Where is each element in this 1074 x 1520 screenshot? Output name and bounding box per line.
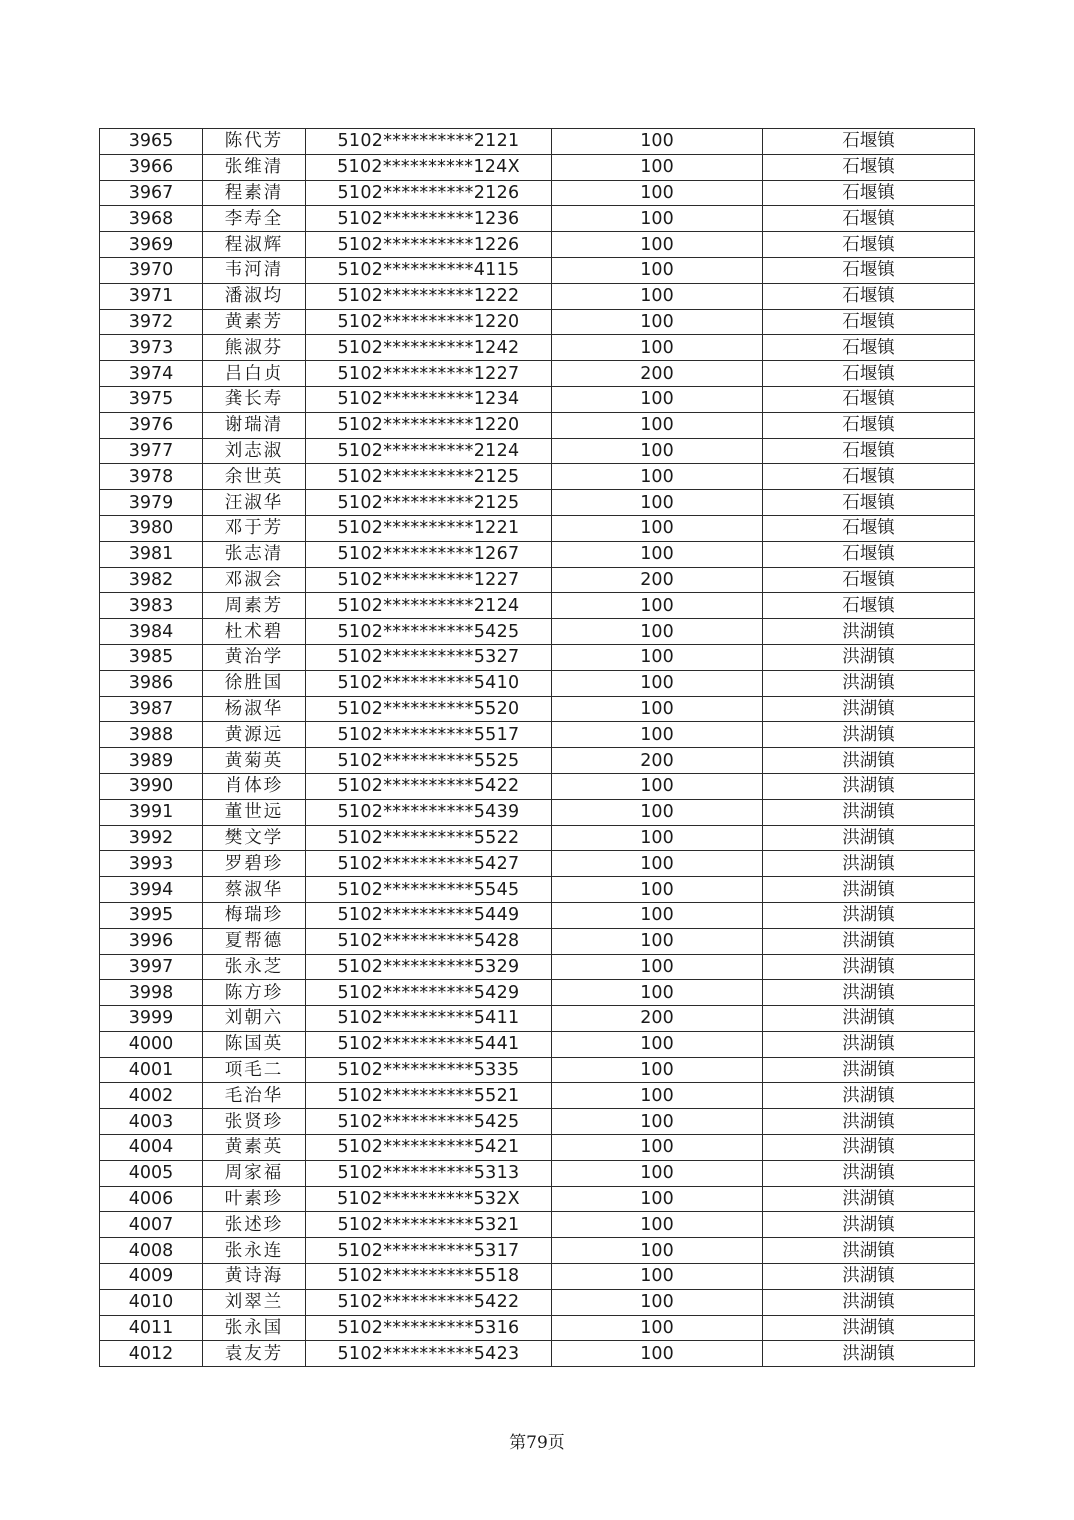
id-number-cell: 5102**********5327: [306, 644, 552, 670]
table-row: [100, 180, 975, 206]
serial-cell: 3996: [100, 928, 203, 954]
serial-cell: 3992: [100, 825, 203, 851]
amount-cell: 100: [552, 670, 763, 696]
serial-cell: 4000: [100, 1031, 203, 1057]
serial-cell: 3980: [100, 515, 203, 541]
amount-cell: 100: [552, 851, 763, 877]
town-cell: 洪湖镇: [763, 1083, 975, 1109]
id-number-cell: 5102**********5428: [306, 928, 552, 954]
table-row: [100, 1212, 975, 1238]
amount-cell: 100: [552, 541, 763, 567]
amount-cell: 100: [552, 722, 763, 748]
name-cell: 黄源远: [203, 722, 306, 748]
serial-cell: 3998: [100, 980, 203, 1006]
serial-cell: 3991: [100, 799, 203, 825]
table-row: [100, 799, 975, 825]
name-cell: 吕白贞: [203, 361, 306, 387]
name-cell: 邓淑会: [203, 567, 306, 593]
town-cell: 洪湖镇: [763, 1057, 975, 1083]
name-cell: 叶素珍: [203, 1186, 306, 1212]
serial-cell: 3968: [100, 206, 203, 232]
id-number-cell: 5102**********5425: [306, 619, 552, 645]
table-row: [100, 1315, 975, 1341]
amount-cell: 100: [552, 980, 763, 1006]
town-cell: 洪湖镇: [763, 1238, 975, 1264]
name-cell: 陈国英: [203, 1031, 306, 1057]
amount-cell: 100: [552, 515, 763, 541]
amount-cell: 100: [552, 619, 763, 645]
town-cell: 洪湖镇: [763, 928, 975, 954]
name-cell: 刘翠兰: [203, 1289, 306, 1315]
id-number-cell: 5102**********5316: [306, 1315, 552, 1341]
id-number-cell: 5102**********2124: [306, 438, 552, 464]
serial-cell: 3989: [100, 748, 203, 774]
id-number-cell: 5102**********5422: [306, 773, 552, 799]
serial-cell: 3983: [100, 593, 203, 619]
id-number-cell: 5102**********5423: [306, 1341, 552, 1367]
town-cell: 洪湖镇: [763, 1341, 975, 1367]
serial-cell: 3976: [100, 412, 203, 438]
amount-cell: 100: [552, 593, 763, 619]
table-row: [100, 1006, 975, 1032]
amount-cell: 100: [552, 773, 763, 799]
table-row: [100, 593, 975, 619]
town-cell: 石堰镇: [763, 464, 975, 490]
name-cell: 樊文学: [203, 825, 306, 851]
table-row: [100, 877, 975, 903]
serial-cell: 4010: [100, 1289, 203, 1315]
serial-cell: 3986: [100, 670, 203, 696]
id-number-cell: 5102**********5449: [306, 902, 552, 928]
table-row: [100, 1238, 975, 1264]
amount-cell: 100: [552, 928, 763, 954]
serial-cell: 3967: [100, 180, 203, 206]
name-cell: 张述珍: [203, 1212, 306, 1238]
serial-cell: 4008: [100, 1238, 203, 1264]
serial-cell: 3984: [100, 619, 203, 645]
id-number-cell: 5102**********1222: [306, 283, 552, 309]
name-cell: 黄素芳: [203, 309, 306, 335]
town-cell: 洪湖镇: [763, 902, 975, 928]
town-cell: 石堰镇: [763, 541, 975, 567]
town-cell: 洪湖镇: [763, 696, 975, 722]
name-cell: 陈方珍: [203, 980, 306, 1006]
id-number-cell: 5102**********2125: [306, 490, 552, 516]
town-cell: 洪湖镇: [763, 1315, 975, 1341]
name-cell: 杜术碧: [203, 619, 306, 645]
table-row: [100, 1109, 975, 1135]
town-cell: 石堰镇: [763, 438, 975, 464]
serial-cell: 3997: [100, 954, 203, 980]
roster-body: [100, 129, 975, 1367]
amount-cell: 100: [552, 464, 763, 490]
town-cell: 石堰镇: [763, 567, 975, 593]
serial-cell: 4011: [100, 1315, 203, 1341]
town-cell: 石堰镇: [763, 309, 975, 335]
id-number-cell: 5102**********1226: [306, 232, 552, 258]
amount-cell: 100: [552, 1031, 763, 1057]
id-number-cell: 5102**********5421: [306, 1135, 552, 1161]
name-cell: 毛治华: [203, 1083, 306, 1109]
id-number-cell: 5102**********5427: [306, 851, 552, 877]
serial-cell: 3988: [100, 722, 203, 748]
table-row: [100, 283, 975, 309]
name-cell: 谢瑞清: [203, 412, 306, 438]
table-row: [100, 902, 975, 928]
id-number-cell: 5102**********5411: [306, 1006, 552, 1032]
table-row: [100, 515, 975, 541]
table-row: [100, 257, 975, 283]
id-number-cell: 5102**********5321: [306, 1212, 552, 1238]
id-number-cell: 5102**********5521: [306, 1083, 552, 1109]
serial-cell: 4007: [100, 1212, 203, 1238]
town-cell: 洪湖镇: [763, 1006, 975, 1032]
name-cell: 龚长寿: [203, 386, 306, 412]
table-row: [100, 361, 975, 387]
amount-cell: 100: [552, 206, 763, 232]
name-cell: 程素清: [203, 180, 306, 206]
name-cell: 潘淑均: [203, 283, 306, 309]
name-cell: 梅瑞珍: [203, 902, 306, 928]
name-cell: 黄治学: [203, 644, 306, 670]
amount-cell: 100: [552, 1160, 763, 1186]
amount-cell: 100: [552, 232, 763, 258]
town-cell: 石堰镇: [763, 412, 975, 438]
serial-cell: 4006: [100, 1186, 203, 1212]
town-cell: 石堰镇: [763, 257, 975, 283]
serial-cell: 4005: [100, 1160, 203, 1186]
table-row: [100, 206, 975, 232]
table-row: [100, 928, 975, 954]
town-cell: 洪湖镇: [763, 1031, 975, 1057]
amount-cell: 100: [552, 335, 763, 361]
amount-cell: 100: [552, 1238, 763, 1264]
id-number-cell: 5102**********532X: [306, 1186, 552, 1212]
town-cell: 石堰镇: [763, 361, 975, 387]
town-cell: 洪湖镇: [763, 799, 975, 825]
name-cell: 周家福: [203, 1160, 306, 1186]
table-row: [100, 438, 975, 464]
serial-cell: 3985: [100, 644, 203, 670]
town-cell: 洪湖镇: [763, 954, 975, 980]
town-cell: 石堰镇: [763, 386, 975, 412]
amount-cell: 100: [552, 283, 763, 309]
serial-cell: 3981: [100, 541, 203, 567]
id-number-cell: 5102**********1220: [306, 309, 552, 335]
table-row: [100, 748, 975, 774]
name-cell: 汪淑华: [203, 490, 306, 516]
table-row: [100, 696, 975, 722]
name-cell: 蔡淑华: [203, 877, 306, 903]
id-number-cell: 5102**********5422: [306, 1289, 552, 1315]
id-number-cell: 5102**********2125: [306, 464, 552, 490]
name-cell: 邓于芳: [203, 515, 306, 541]
serial-cell: 3971: [100, 283, 203, 309]
id-number-cell: 5102**********5525: [306, 748, 552, 774]
amount-cell: 100: [552, 799, 763, 825]
amount-cell: 100: [552, 696, 763, 722]
id-number-cell: 5102**********5329: [306, 954, 552, 980]
town-cell: 石堰镇: [763, 515, 975, 541]
table-row: [100, 129, 975, 155]
town-cell: 洪湖镇: [763, 1289, 975, 1315]
amount-cell: 100: [552, 1212, 763, 1238]
id-number-cell: 5102**********4115: [306, 257, 552, 283]
serial-cell: 3978: [100, 464, 203, 490]
serial-cell: 3990: [100, 773, 203, 799]
town-cell: 洪湖镇: [763, 1160, 975, 1186]
name-cell: 陈代芳: [203, 129, 306, 155]
amount-cell: 200: [552, 361, 763, 387]
table-row: [100, 619, 975, 645]
table-row: [100, 335, 975, 361]
town-cell: 洪湖镇: [763, 773, 975, 799]
serial-cell: 3970: [100, 257, 203, 283]
table-row: [100, 1341, 975, 1367]
id-number-cell: 5102**********5518: [306, 1264, 552, 1290]
town-cell: 洪湖镇: [763, 1186, 975, 1212]
table-row: [100, 1264, 975, 1290]
table-row: [100, 1186, 975, 1212]
table-row: [100, 154, 975, 180]
id-number-cell: 5102**********5410: [306, 670, 552, 696]
table-row: [100, 773, 975, 799]
serial-cell: 4004: [100, 1135, 203, 1161]
town-cell: 石堰镇: [763, 335, 975, 361]
table-row: [100, 412, 975, 438]
table-row: [100, 232, 975, 258]
serial-cell: 4002: [100, 1083, 203, 1109]
table-row: [100, 722, 975, 748]
table-row: [100, 464, 975, 490]
serial-cell: 4001: [100, 1057, 203, 1083]
table-row: [100, 954, 975, 980]
serial-cell: 3975: [100, 386, 203, 412]
table-row: [100, 1289, 975, 1315]
table-row: [100, 644, 975, 670]
amount-cell: 200: [552, 567, 763, 593]
serial-cell: 3972: [100, 309, 203, 335]
amount-cell: 100: [552, 644, 763, 670]
id-number-cell: 5102**********2126: [306, 180, 552, 206]
amount-cell: 100: [552, 1264, 763, 1290]
amount-cell: 100: [552, 129, 763, 155]
town-cell: 洪湖镇: [763, 670, 975, 696]
name-cell: 张永连: [203, 1238, 306, 1264]
id-number-cell: 5102**********5317: [306, 1238, 552, 1264]
table-row: [100, 670, 975, 696]
name-cell: 熊淑芬: [203, 335, 306, 361]
amount-cell: 100: [552, 1109, 763, 1135]
amount-cell: 200: [552, 748, 763, 774]
table-row: [100, 309, 975, 335]
id-number-cell: 5102**********1220: [306, 412, 552, 438]
serial-cell: 3966: [100, 154, 203, 180]
name-cell: 黄素英: [203, 1135, 306, 1161]
town-cell: 洪湖镇: [763, 1135, 975, 1161]
name-cell: 黄诗海: [203, 1264, 306, 1290]
id-number-cell: 5102**********2121: [306, 129, 552, 155]
page-number: 第79页: [509, 1433, 565, 1453]
name-cell: 刘志淑: [203, 438, 306, 464]
id-number-cell: 5102**********5517: [306, 722, 552, 748]
amount-cell: 100: [552, 1315, 763, 1341]
table-row: [100, 1160, 975, 1186]
id-number-cell: 5102**********5429: [306, 980, 552, 1006]
amount-cell: 100: [552, 1135, 763, 1161]
town-cell: 洪湖镇: [763, 1109, 975, 1135]
table-row: [100, 567, 975, 593]
serial-cell: 3973: [100, 335, 203, 361]
name-cell: 张永国: [203, 1315, 306, 1341]
amount-cell: 100: [552, 1186, 763, 1212]
amount-cell: 100: [552, 412, 763, 438]
id-number-cell: 5102**********5522: [306, 825, 552, 851]
amount-cell: 200: [552, 1006, 763, 1032]
amount-cell: 100: [552, 825, 763, 851]
id-number-cell: 5102**********124X: [306, 154, 552, 180]
id-number-cell: 5102**********2124: [306, 593, 552, 619]
amount-cell: 100: [552, 1341, 763, 1367]
town-cell: 石堰镇: [763, 490, 975, 516]
serial-cell: 3974: [100, 361, 203, 387]
amount-cell: 100: [552, 1083, 763, 1109]
serial-cell: 3987: [100, 696, 203, 722]
town-cell: 洪湖镇: [763, 722, 975, 748]
table-row: [100, 825, 975, 851]
town-cell: 洪湖镇: [763, 980, 975, 1006]
name-cell: 周素芳: [203, 593, 306, 619]
town-cell: 洪湖镇: [763, 1212, 975, 1238]
town-cell: 洪湖镇: [763, 748, 975, 774]
name-cell: 项毛二: [203, 1057, 306, 1083]
name-cell: 袁友芳: [203, 1341, 306, 1367]
table-row: [100, 1083, 975, 1109]
serial-cell: 3977: [100, 438, 203, 464]
amount-cell: 100: [552, 954, 763, 980]
name-cell: 张志清: [203, 541, 306, 567]
amount-cell: 100: [552, 902, 763, 928]
table-row: [100, 1057, 975, 1083]
name-cell: 张永芝: [203, 954, 306, 980]
id-number-cell: 5102**********5545: [306, 877, 552, 903]
town-cell: 石堰镇: [763, 206, 975, 232]
serial-cell: 3994: [100, 877, 203, 903]
name-cell: 刘朝六: [203, 1006, 306, 1032]
name-cell: 李寿全: [203, 206, 306, 232]
amount-cell: 100: [552, 1057, 763, 1083]
serial-cell: 3993: [100, 851, 203, 877]
name-cell: 张维清: [203, 154, 306, 180]
amount-cell: 100: [552, 180, 763, 206]
town-cell: 石堰镇: [763, 283, 975, 309]
name-cell: 杨淑华: [203, 696, 306, 722]
table-row: [100, 1031, 975, 1057]
name-cell: 韦河清: [203, 257, 306, 283]
table-row: [100, 1135, 975, 1161]
serial-cell: 3999: [100, 1006, 203, 1032]
town-cell: 石堰镇: [763, 180, 975, 206]
roster-table: [99, 128, 975, 1367]
town-cell: 石堰镇: [763, 232, 975, 258]
id-number-cell: 5102**********1234: [306, 386, 552, 412]
name-cell: 罗碧珍: [203, 851, 306, 877]
id-number-cell: 5102**********5439: [306, 799, 552, 825]
table-row: [100, 851, 975, 877]
amount-cell: 100: [552, 490, 763, 516]
town-cell: 石堰镇: [763, 593, 975, 619]
town-cell: 洪湖镇: [763, 877, 975, 903]
id-number-cell: 5102**********1227: [306, 567, 552, 593]
id-number-cell: 5102**********1221: [306, 515, 552, 541]
id-number-cell: 5102**********5313: [306, 1160, 552, 1186]
town-cell: 石堰镇: [763, 154, 975, 180]
town-cell: 洪湖镇: [763, 851, 975, 877]
serial-cell: 3969: [100, 232, 203, 258]
amount-cell: 100: [552, 309, 763, 335]
name-cell: 肖体珍: [203, 773, 306, 799]
serial-cell: 4009: [100, 1264, 203, 1290]
town-cell: 洪湖镇: [763, 1264, 975, 1290]
name-cell: 张贤珍: [203, 1109, 306, 1135]
table-row: [100, 490, 975, 516]
town-cell: 洪湖镇: [763, 644, 975, 670]
id-number-cell: 5102**********5441: [306, 1031, 552, 1057]
amount-cell: 100: [552, 1289, 763, 1315]
amount-cell: 100: [552, 877, 763, 903]
id-number-cell: 5102**********1227: [306, 361, 552, 387]
amount-cell: 100: [552, 154, 763, 180]
serial-cell: 4012: [100, 1341, 203, 1367]
serial-cell: 4003: [100, 1109, 203, 1135]
amount-cell: 100: [552, 257, 763, 283]
id-number-cell: 5102**********1267: [306, 541, 552, 567]
id-number-cell: 5102**********5425: [306, 1109, 552, 1135]
name-cell: 夏帮德: [203, 928, 306, 954]
table-row: [100, 541, 975, 567]
id-number-cell: 5102**********5335: [306, 1057, 552, 1083]
name-cell: 徐胜国: [203, 670, 306, 696]
town-cell: 洪湖镇: [763, 619, 975, 645]
name-cell: 程淑辉: [203, 232, 306, 258]
name-cell: 董世远: [203, 799, 306, 825]
table-row: [100, 980, 975, 1006]
id-number-cell: 5102**********5520: [306, 696, 552, 722]
amount-cell: 100: [552, 438, 763, 464]
town-cell: 石堰镇: [763, 129, 975, 155]
serial-cell: 3965: [100, 129, 203, 155]
serial-cell: 3982: [100, 567, 203, 593]
serial-cell: 3979: [100, 490, 203, 516]
name-cell: 黄菊英: [203, 748, 306, 774]
id-number-cell: 5102**********1236: [306, 206, 552, 232]
amount-cell: 100: [552, 386, 763, 412]
name-cell: 余世英: [203, 464, 306, 490]
id-number-cell: 5102**********1242: [306, 335, 552, 361]
table-row: [100, 386, 975, 412]
serial-cell: 3995: [100, 902, 203, 928]
town-cell: 洪湖镇: [763, 825, 975, 851]
